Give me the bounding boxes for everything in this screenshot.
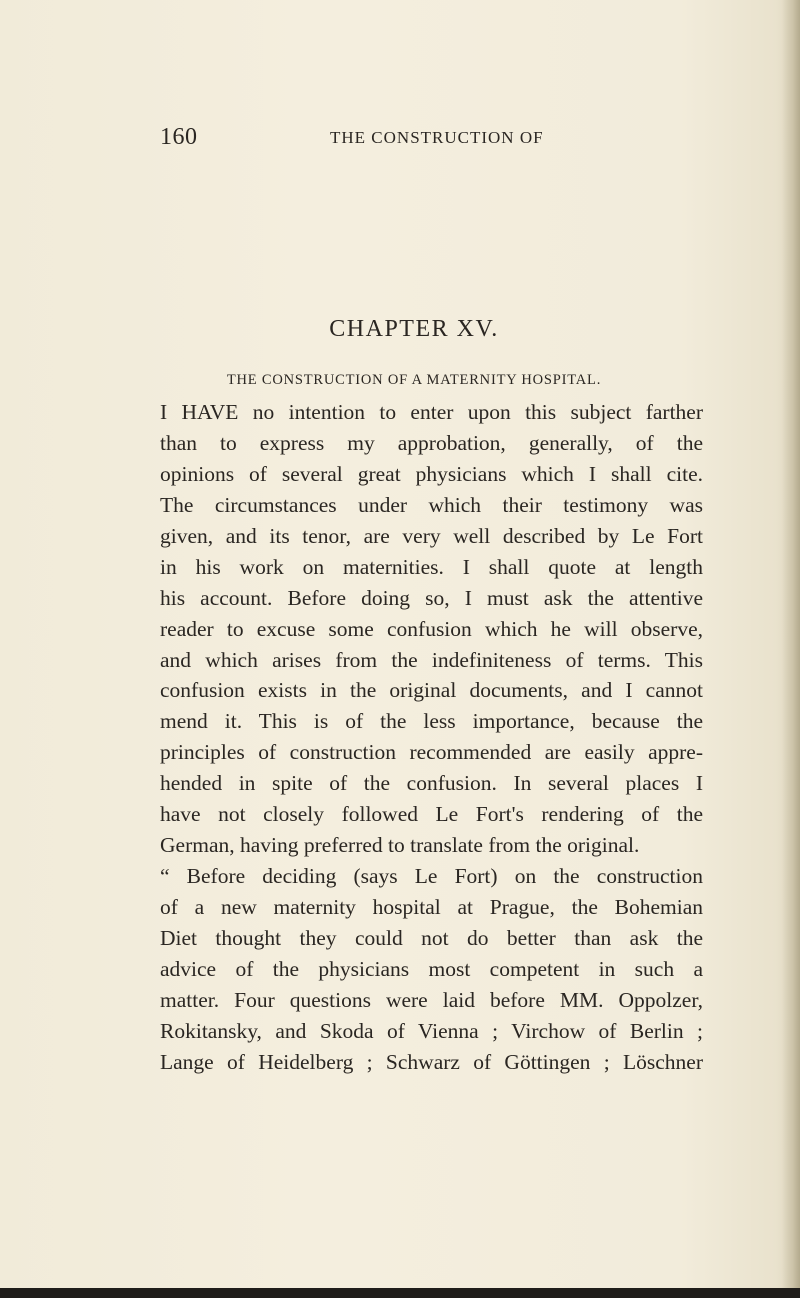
chapter-subtitle: THE CONSTRUCTION OF A MATERNITY HOSPITAL. [226, 372, 602, 388]
text-line: Rokitansky, and Skoda of Vienna ; Virchow of Berlin ; [160, 1018, 703, 1043]
body-text [160, 397, 703, 1078]
text-line: advice of the physicians most competent in such a [160, 956, 703, 981]
scan-bottom-border [0, 1288, 800, 1298]
text-line: in his work on maternities. I shall quote at length [160, 554, 703, 579]
text-line: Lange of Heidelberg ; Schwarz of Göttingen ; Löschner [160, 1049, 703, 1074]
running-title: THE CONSTRUCTION OF [330, 128, 544, 147]
text-line: of a new maternity hospital at Prague, the Bohemian [160, 895, 703, 919]
text-line: have not closely followed Le Fort's rendering of the [160, 802, 703, 827]
text-line: his account. Before doing so, I must ask the attentive [160, 585, 703, 610]
text-line: than to express my approbation, generally, of the [160, 430, 703, 455]
page-edge-shadow [782, 0, 800, 1298]
text-line: German, having preferred to translate from the original. [160, 833, 640, 858]
chapter-title: CHAPTER XV. [329, 316, 499, 342]
text-line: matter. Four questions were laid before MM. Oppolzer, [160, 987, 703, 1012]
text-line: given, and its tenor, are very well described by Le Fort [160, 523, 703, 548]
text-line: mend it. This is of the less importance, because the [160, 709, 703, 734]
page-number: 160 [160, 124, 198, 150]
text-line: The circumstances under which their testimony was [160, 492, 703, 517]
text-line: confusion exists in the original documents, and I cannot [160, 678, 703, 703]
text-line: principles of construction recommended are easily appre- [160, 740, 703, 765]
text-line: reader to excuse some confusion which he will observe, [160, 616, 703, 641]
text-line: hended in spite of the confusion. In several places I [160, 771, 703, 796]
text-line: I HAVE no intention to enter upon this subject farther [160, 400, 703, 424]
text-line: “ Before deciding (says Le Fort) on the construction [160, 864, 703, 889]
running-head [160, 124, 700, 154]
text-line: and which arises from the indefiniteness of terms. This [160, 647, 703, 672]
text-line: Diet thought they could not do better than ask the [160, 925, 703, 950]
text-line: opinions of several great physicians which I shall cite. [160, 461, 703, 486]
